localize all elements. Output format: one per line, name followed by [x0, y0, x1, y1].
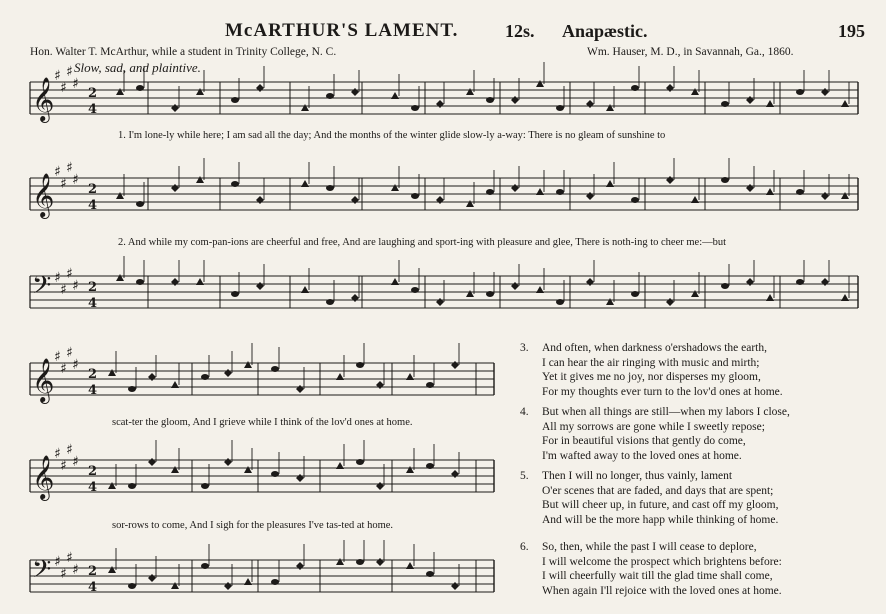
note-head-fa [108, 566, 116, 573]
sharp-sign-icon: ♯ [54, 554, 61, 570]
note-head-mi [451, 361, 459, 369]
note-head-fa [196, 176, 204, 183]
note-head-mi [376, 381, 384, 389]
time-signature-numerator: 2 [88, 182, 98, 197]
note-head-fa [466, 290, 474, 297]
note-head-fa [691, 290, 699, 297]
note-head-fa [336, 462, 344, 469]
note-head-fa [116, 274, 124, 281]
note-head-fa [301, 180, 309, 187]
note-head-mi [351, 196, 359, 204]
note-head-mi [436, 196, 444, 204]
composer-credit: Wm. Hauser, M. D., in Savannah, Ga., 1860. [587, 46, 794, 58]
note-head-mi [511, 282, 519, 290]
note-head-mi [376, 482, 384, 490]
hymn-meter-name: Anapæstic. [562, 21, 648, 41]
note-head-mi [746, 184, 754, 192]
note-head-sol [136, 85, 144, 91]
note-head-fa [841, 192, 849, 199]
sharp-sign-icon: ♯ [72, 76, 79, 92]
verse-line: And often, when darkness o'ershadows the earth, [542, 342, 767, 354]
note-head-fa [196, 278, 204, 285]
verse-line: Then I will no longer, thus vainly, lament [542, 470, 733, 482]
note-head-sol [201, 374, 209, 380]
note-head-sol [136, 201, 144, 207]
note-head-sol [721, 177, 729, 183]
note-head-fa [244, 361, 252, 368]
note-head-fa [391, 184, 399, 191]
sharp-sign-icon: ♯ [72, 172, 79, 188]
note-head-fa [536, 188, 544, 195]
time-signature-denominator: 4 [88, 296, 98, 311]
verse-line: But will cheer up, in future, and cast off my gloom, [542, 499, 779, 512]
treble-clef-icon: 𝄞 [32, 455, 55, 499]
note-head-sol [356, 362, 364, 368]
note-head-sol [411, 287, 419, 293]
sharp-sign-icon: ♯ [66, 345, 73, 361]
note-head-sol [631, 85, 639, 91]
treble-clef-icon: 𝄞 [32, 173, 55, 217]
verse-line: O'er scenes that are faded, and days that are spent; [542, 484, 774, 497]
note-head-fa [336, 373, 344, 380]
verse-line: I can hear the air ringing with music and mirth; [542, 356, 760, 369]
note-head-mi [436, 298, 444, 306]
sharp-sign-icon: ♯ [60, 282, 67, 298]
note-head-mi [148, 458, 156, 466]
note-head-mi [746, 96, 754, 104]
sharp-sign-icon: ♯ [54, 349, 61, 365]
note-head-sol [326, 93, 334, 99]
verse-line: But when all things are still—when my labors I close, [542, 406, 790, 418]
note-head-mi [351, 294, 359, 302]
lyric-line-verse2-cont: sor-rows to come, And I sigh for the pleasures I've tas-ted at home. [112, 520, 394, 531]
lyric-line-verse2: 2. And while my com-pan-ions are cheerful and free, And are laughing and sport-ing with pleasure and glee, There is noth-ing to cheer me:—but [118, 237, 727, 248]
sharp-sign-icon: ♯ [60, 566, 67, 582]
time-signature-numerator: 2 [88, 86, 98, 101]
note-head-sol [721, 101, 729, 107]
note-head-sol [411, 105, 419, 111]
bass-clef-icon: 𝄢 [32, 271, 52, 306]
treble-clef-icon: 𝄞 [32, 77, 55, 121]
sharp-sign-icon: ♯ [60, 80, 67, 96]
note-head-sol [631, 197, 639, 203]
note-head-mi [296, 474, 304, 482]
note-head-fa [171, 381, 179, 388]
note-head-fa [406, 562, 414, 569]
note-head-fa [171, 466, 179, 473]
note-head-sol [796, 279, 804, 285]
time-signature-numerator: 2 [88, 564, 98, 579]
tempo-marking: Slow, sad, and plaintive. [74, 60, 201, 75]
note-head-sol [136, 279, 144, 285]
note-head-mi [746, 278, 754, 286]
verse-number: 4. [520, 406, 529, 418]
note-head-mi [666, 84, 674, 92]
note-head-mi [224, 369, 232, 377]
note-head-mi [296, 562, 304, 570]
note-head-sol [201, 563, 209, 569]
time-signature-denominator: 4 [88, 102, 98, 117]
note-head-mi [436, 100, 444, 108]
note-head-fa [606, 104, 614, 111]
note-head-sol [486, 97, 494, 103]
lyric-line-verse1: 1. I'm lone-ly while here; I am sad all the day; And the months of the winter glide slow-ly a-way: There is no gleam of sunshine to [118, 130, 666, 141]
verse-line: Yet it gives me no joy, nor disperses my gloom, [542, 371, 761, 384]
note-head-mi [376, 558, 384, 566]
time-signature-numerator: 2 [88, 367, 98, 382]
note-head-mi [256, 196, 264, 204]
note-head-mi [451, 470, 459, 478]
verse-number: 6. [520, 541, 529, 553]
note-head-sol [231, 181, 239, 187]
note-head-fa [841, 100, 849, 107]
verse-line: When again I'll rejoice with the loved ones at home. [542, 584, 782, 597]
note-head-mi [148, 373, 156, 381]
note-head-sol [556, 189, 564, 195]
note-head-sol [411, 193, 419, 199]
sharp-sign-icon: ♯ [54, 270, 61, 286]
verse-line: I'm wafted away to the loved ones at home. [542, 449, 742, 462]
verse-line: For in beautiful visions that gently do come, [542, 435, 746, 448]
note-head-fa [466, 88, 474, 95]
note-head-sol [271, 579, 279, 585]
note-head-sol [201, 483, 209, 489]
note-head-mi [511, 184, 519, 192]
note-head-mi [821, 192, 829, 200]
note-head-mi [666, 176, 674, 184]
note-head-fa [116, 88, 124, 95]
sharp-sign-icon: ♯ [60, 361, 67, 377]
note-head-mi [256, 282, 264, 290]
time-signature-numerator: 2 [88, 280, 98, 295]
sharp-sign-icon: ♯ [72, 454, 79, 470]
note-head-sol [556, 299, 564, 305]
note-head-mi [451, 582, 459, 590]
note-head-sol [128, 386, 136, 392]
verse-line: I will cheerfully wait till the glad time shall come, [542, 570, 773, 583]
note-head-sol [556, 105, 564, 111]
verse-number: 3. [520, 342, 529, 354]
sharp-sign-icon: ♯ [66, 64, 73, 80]
verse-line: I will welcome the prospect which brightens before: [542, 555, 782, 568]
note-head-mi [256, 84, 264, 92]
note-head-fa [691, 196, 699, 203]
note-head-mi [821, 278, 829, 286]
note-head-mi [224, 458, 232, 466]
note-head-fa [336, 558, 344, 565]
note-head-sol [128, 583, 136, 589]
sharp-sign-icon: ♯ [60, 176, 67, 192]
sharp-sign-icon: ♯ [54, 446, 61, 462]
verse-line: All my sorrows are gone while I sweetly repose; [542, 420, 765, 433]
note-head-fa [766, 294, 774, 301]
note-head-sol [486, 291, 494, 297]
note-head-fa [108, 482, 116, 489]
note-head-sol [271, 366, 279, 372]
sharp-sign-icon: ♯ [66, 266, 73, 282]
note-head-fa [536, 286, 544, 293]
note-head-fa [244, 466, 252, 473]
note-head-fa [606, 298, 614, 305]
note-head-sol [426, 382, 434, 388]
time-signature-denominator: 4 [88, 580, 98, 595]
note-head-mi [224, 582, 232, 590]
verse-line: So, then, while the past I will cease to deplore, [542, 541, 757, 553]
note-head-fa [171, 582, 179, 589]
sharp-sign-icon: ♯ [66, 550, 73, 566]
note-head-fa [391, 278, 399, 285]
note-head-mi [171, 278, 179, 286]
note-head-sol [631, 291, 639, 297]
sharp-sign-icon: ♯ [72, 357, 79, 373]
note-head-fa [466, 200, 474, 207]
time-signature-denominator: 4 [88, 480, 98, 495]
note-head-sol [128, 483, 136, 489]
note-head-mi [586, 278, 594, 286]
note-head-mi [148, 574, 156, 582]
hymn-meter: 12s. [505, 21, 535, 41]
note-head-mi [821, 88, 829, 96]
note-head-sol [356, 559, 364, 565]
note-head-mi [511, 96, 519, 104]
note-head-sol [796, 89, 804, 95]
note-head-mi [586, 100, 594, 108]
note-head-sol [486, 189, 494, 195]
lyric-line-verse1-cont: scat-ter the gloom, And I grieve while I think of the lov'd ones at home. [112, 417, 413, 428]
sharp-sign-icon: ♯ [66, 442, 73, 458]
note-head-fa [606, 180, 614, 187]
note-head-fa [301, 104, 309, 111]
note-head-sol [426, 463, 434, 469]
sharp-sign-icon: ♯ [60, 458, 67, 474]
note-head-fa [391, 92, 399, 99]
note-head-sol [356, 459, 364, 465]
note-head-fa [406, 373, 414, 380]
note-head-mi [171, 184, 179, 192]
note-head-fa [841, 294, 849, 301]
note-head-sol [426, 571, 434, 577]
bass-clef-icon: 𝄢 [32, 555, 52, 590]
note-head-sol [326, 185, 334, 191]
note-head-fa [244, 578, 252, 585]
page-number: 195 [838, 21, 865, 41]
note-head-sol [231, 97, 239, 103]
lyricist-credit: Hon. Walter T. McArthur, while a student in Trinity College, N. C. [30, 46, 337, 58]
note-head-fa [536, 80, 544, 87]
note-head-fa [116, 192, 124, 199]
verse-line: For my thoughts ever turn to the lov'd ones at home. [542, 385, 783, 398]
note-head-fa [766, 188, 774, 195]
treble-clef-icon: 𝄞 [32, 358, 55, 402]
sharp-sign-icon: ♯ [72, 278, 79, 294]
time-signature-denominator: 4 [88, 198, 98, 213]
sharp-sign-icon: ♯ [54, 164, 61, 180]
time-signature-denominator: 4 [88, 383, 98, 398]
sharp-sign-icon: ♯ [72, 562, 79, 578]
note-head-mi [351, 88, 359, 96]
note-head-mi [171, 104, 179, 112]
note-head-fa [301, 286, 309, 293]
note-head-sol [271, 471, 279, 477]
hymn-title: McARTHUR'S LAMENT. [225, 20, 459, 41]
note-head-fa [196, 88, 204, 95]
note-head-mi [586, 192, 594, 200]
note-head-sol [231, 291, 239, 297]
note-head-fa [108, 369, 116, 376]
note-head-fa [766, 100, 774, 107]
verse-number: 5. [520, 470, 529, 482]
sharp-sign-icon: ♯ [54, 68, 61, 84]
note-head-mi [666, 298, 674, 306]
note-head-sol [796, 189, 804, 195]
note-head-fa [691, 88, 699, 95]
note-head-sol [721, 283, 729, 289]
note-head-fa [406, 466, 414, 473]
verse-line: And will be the more happ while thinking of home. [542, 513, 779, 526]
note-head-mi [296, 385, 304, 393]
sharp-sign-icon: ♯ [66, 160, 73, 176]
note-head-sol [326, 299, 334, 305]
time-signature-numerator: 2 [88, 464, 98, 479]
